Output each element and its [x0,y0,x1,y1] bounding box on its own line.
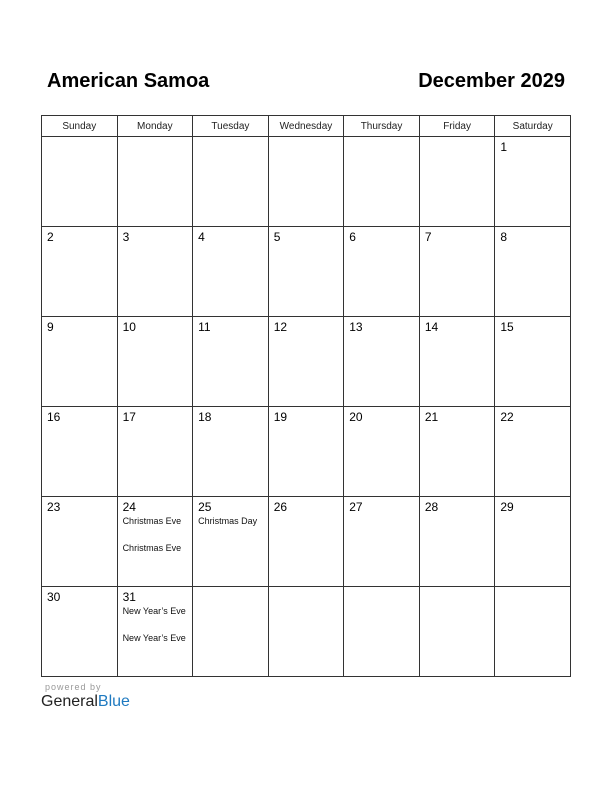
weekday-monday: Monday [117,116,193,137]
calendar-grid [41,115,571,677]
day-cell [42,497,118,587]
day-cell [495,227,571,317]
holiday-event: Christmas Day [198,516,258,526]
day-number: 11 [198,320,211,334]
day-number: 18 [198,410,212,424]
day-number: 9 [47,320,54,334]
day-cell [193,227,269,317]
day-cell [344,407,420,497]
day-number: 7 [424,230,432,244]
brand-blue-text: Blue [97,693,130,710]
day-number: 16 [47,410,61,424]
holiday-event: Christmas Eve [122,543,182,553]
day-cell [117,227,193,317]
day-cell [117,137,193,227]
day-number: 8 [500,230,508,244]
day-cell [42,227,118,317]
day-cell [268,497,344,587]
powered-by-label: powered by [45,682,102,692]
day-number: 6 [349,230,356,244]
day-number: 21 [424,410,439,424]
region-title: American Samoa [47,70,210,92]
weekday-thursday: Thursday [344,116,420,137]
weekday-tuesday: Tuesday [193,116,269,137]
day-number: 23 [47,500,61,514]
day-number: 30 [47,590,61,604]
weekday-friday: Friday [419,116,495,137]
day-number: 28 [424,500,439,514]
day-number: 10 [122,320,136,334]
day-cell [344,497,420,587]
day-cell [495,497,571,587]
day-cell [268,317,344,407]
day-cell [419,227,495,317]
day-cell [193,497,269,587]
day-number: 22 [500,410,514,424]
day-number: 29 [500,500,514,514]
day-cell [344,227,420,317]
day-cell [268,407,344,497]
day-cell [419,317,495,407]
day-cell [42,407,118,497]
day-cell [117,497,193,587]
day-number: 4 [198,230,205,244]
holiday-event: Christmas Eve [122,516,182,526]
day-number: 25 [198,500,212,514]
day-number: 31 [122,590,136,604]
day-number: 5 [273,230,281,244]
week-row [42,497,571,587]
day-cell [193,317,269,407]
day-number: 15 [500,320,514,334]
day-cell [344,137,420,227]
day-cell [495,137,571,227]
day-number: 3 [122,230,130,244]
weekday-header-row [42,116,571,137]
week-row [42,227,571,317]
day-cell [193,407,269,497]
day-cell [268,227,344,317]
holiday-event: New Year’s Eve [122,606,186,616]
day-number: 12 [273,320,288,334]
day-cell [268,137,344,227]
day-number: 1 [500,140,508,154]
day-cell [419,137,495,227]
day-number: 20 [349,410,363,424]
day-cell [193,137,269,227]
day-cell [42,587,118,677]
day-number: 27 [349,500,363,514]
day-cell [419,407,495,497]
day-cell [495,407,571,497]
day-cell [344,587,420,677]
weekday-saturday: Saturday [495,116,571,137]
weekday-wednesday: Wednesday [268,116,344,137]
day-cell [419,497,495,587]
day-cell [193,587,269,677]
weekday-sunday: Sunday [42,116,118,137]
day-number: 26 [273,500,288,514]
day-cell [344,317,420,407]
day-cell [419,587,495,677]
calendar-header [47,70,565,100]
day-number: 2 [47,230,54,244]
week-row [42,317,571,407]
day-cell [495,317,571,407]
month-title: December 2029 [418,70,565,92]
week-row [42,587,571,677]
footer-branding [41,682,130,711]
day-number: 17 [122,410,136,424]
generalblue-logo [41,693,130,711]
day-cell [117,317,193,407]
day-number: 13 [349,320,363,334]
day-cell [42,317,118,407]
brand-general-text: General [41,693,98,710]
day-number: 14 [424,320,439,334]
day-number: 24 [122,500,136,514]
day-cell [268,587,344,677]
day-cell [42,137,118,227]
day-number: 19 [273,410,288,424]
day-cell [495,587,571,677]
week-row [42,137,571,227]
day-cell [117,407,193,497]
week-row [42,407,571,497]
day-cell [117,587,193,677]
holiday-event: New Year’s Eve [122,633,186,643]
